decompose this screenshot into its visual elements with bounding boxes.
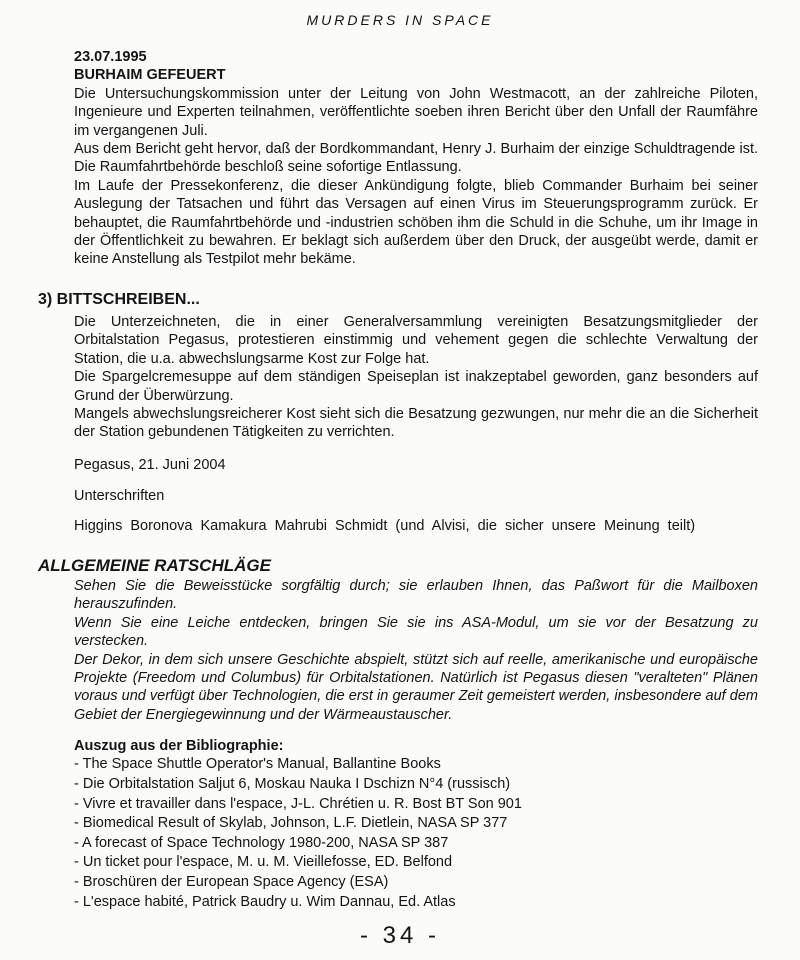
news-date: 23.07.1995 [74, 49, 147, 65]
bibliography-item: - Biomedical Result of Skylab, Johnson, L.F. Dietlein, NASA SP 377 [74, 815, 508, 832]
news-headline: BURHAIM GEFEUERT [74, 67, 226, 84]
advice-paragraph-2: Wenn Sie eine Leiche entdecken, bringen Sie sie ins ASA-Modul, um sie vor der Besatzung zu verstecken. [74, 614, 758, 650]
signatures-list: Higgins Boronova Kamakura Mahrubi Schmidt (und Alvisi, die sicher unsere Meinung teilt) [74, 518, 696, 534]
bibliography-item: - Un ticket pour l'espace, M. u. M. Vieillefosse, ED. Belfond [74, 854, 453, 871]
page-header-title: MURDERS IN SPACE [306, 12, 494, 28]
news-paragraph-2: Aus dem Bericht geht hervor, daß der Bordkommandant, Henry J. Burhaim der einzige Schuldtragende ist. Die Raumfahrtbehörde beschloß seine sofortige Entlassung. [74, 141, 758, 176]
bibliography-heading: Auszug aus der Bibliographie: [74, 738, 284, 754]
petition-body [74, 313, 758, 442]
news-paragraph-1: Die Untersuchungskommission unter der Leitung von John Westmacott, an der zahlreiche Piloten, Ingenieure und Experten teilnahmen, veröffentlichte soeben ihren Bericht über den Unfall der Raumfähre im vergangenen Juli. [74, 85, 758, 139]
advice-paragraph-3: Der Dekor, in dem sich unsere Geschichte abspielt, stützt sich auf reelle, amerikanische und europäische Projekte (Freedom und Columbus) für Orbitalstationen. Natürlich ist Pegasus diesen "veralteten" Plänen voraus und verfügt über Technologien, die erst in geraumer Zeit gemeistert werden, insbesondere auf dem Gebiet der Energiegewinnung und der Wärmeaustauscher. [74, 651, 758, 723]
advice-heading: ALLGEMEINE RATSCHLÄGE [38, 556, 271, 575]
petition-place-date: Pegasus, 21. Juni 2004 [74, 457, 226, 473]
signatures-label: Unterschriften [74, 488, 165, 504]
bibliography-item: - Die Orbitalstation Saljut 6, Moskau Nauka I Dschizn N°4 (russisch) [74, 776, 511, 792]
petition-paragraph-1: Die Unterzeichneten, die in einer Generalversammlung vereinigten Besatzungsmitglieder der Orbitalstation Pegasus, protestieren einstimmig und vehement gegen die schlechte Verwaltung der Station, die u.a. abwechslungsarme Kost zur Folge hat. [74, 314, 758, 367]
petition-paragraph-2: Die Spargelcremesuppe auf dem ständigen Speiseplan ist inakzeptabel geworden, ganz besonders auf Grund der Überwürzung. [74, 369, 758, 404]
bibliography [74, 737, 758, 912]
news-article [74, 48, 758, 269]
bibliography-list [74, 755, 758, 912]
petition-paragraph-3: Mangels abwechslungsreicherer Kost sieht sich die Besatzung gezwungen, nur mehr die an die Sicherheit der Station gebundenen Tätigkeiten zu verrichten. [74, 406, 758, 441]
bibliography-item: - Broschüren der European Space Agency (ESA) [74, 873, 389, 890]
bibliography-item: - A forecast of Space Technology 1980-200, NASA SP 387 [74, 834, 449, 851]
page-number: - 34 - [359, 922, 440, 949]
advice-body [74, 577, 758, 724]
petition-heading: 3) BITTSCHREIBEN... [38, 291, 200, 308]
bibliography-item: - Vivre et travailler dans l'espace, J-L. Chrétien u. R. Bost BT Son 901 [74, 795, 522, 812]
bibliography-item: - L'espace habité, Patrick Baudry u. Wim Dannau, Ed. Atlas [74, 893, 456, 910]
news-paragraph-3: Im Laufe der Pressekonferenz, die dieser Ankündigung folgte, blieb Commander Burhaim bei seiner Auslegung der Tatsachen und führt das Versagen auf einen Virus im Steuerungsprogramm zurück. Er behauptet, die Raumfahrtbehörde und -industrien schöben ihm die Schuld in die Schuhe, um ihr Image in der Öffentlichkeit zu bewahren. Er beklagt sich außerdem über den Druck, der ausgeübt werde, damit er keine Anstellung als Testpilot mehr bekäme. [74, 177, 758, 268]
bibliography-item: - The Space Shuttle Operator's Manual, Ballantine Books [74, 756, 441, 773]
advice-paragraph-1: Sehen Sie die Beweisstücke sorgfältig durch; sie erlauben Ihnen, das Paßwort für die Mailboxen herauszufinden. [74, 578, 758, 613]
